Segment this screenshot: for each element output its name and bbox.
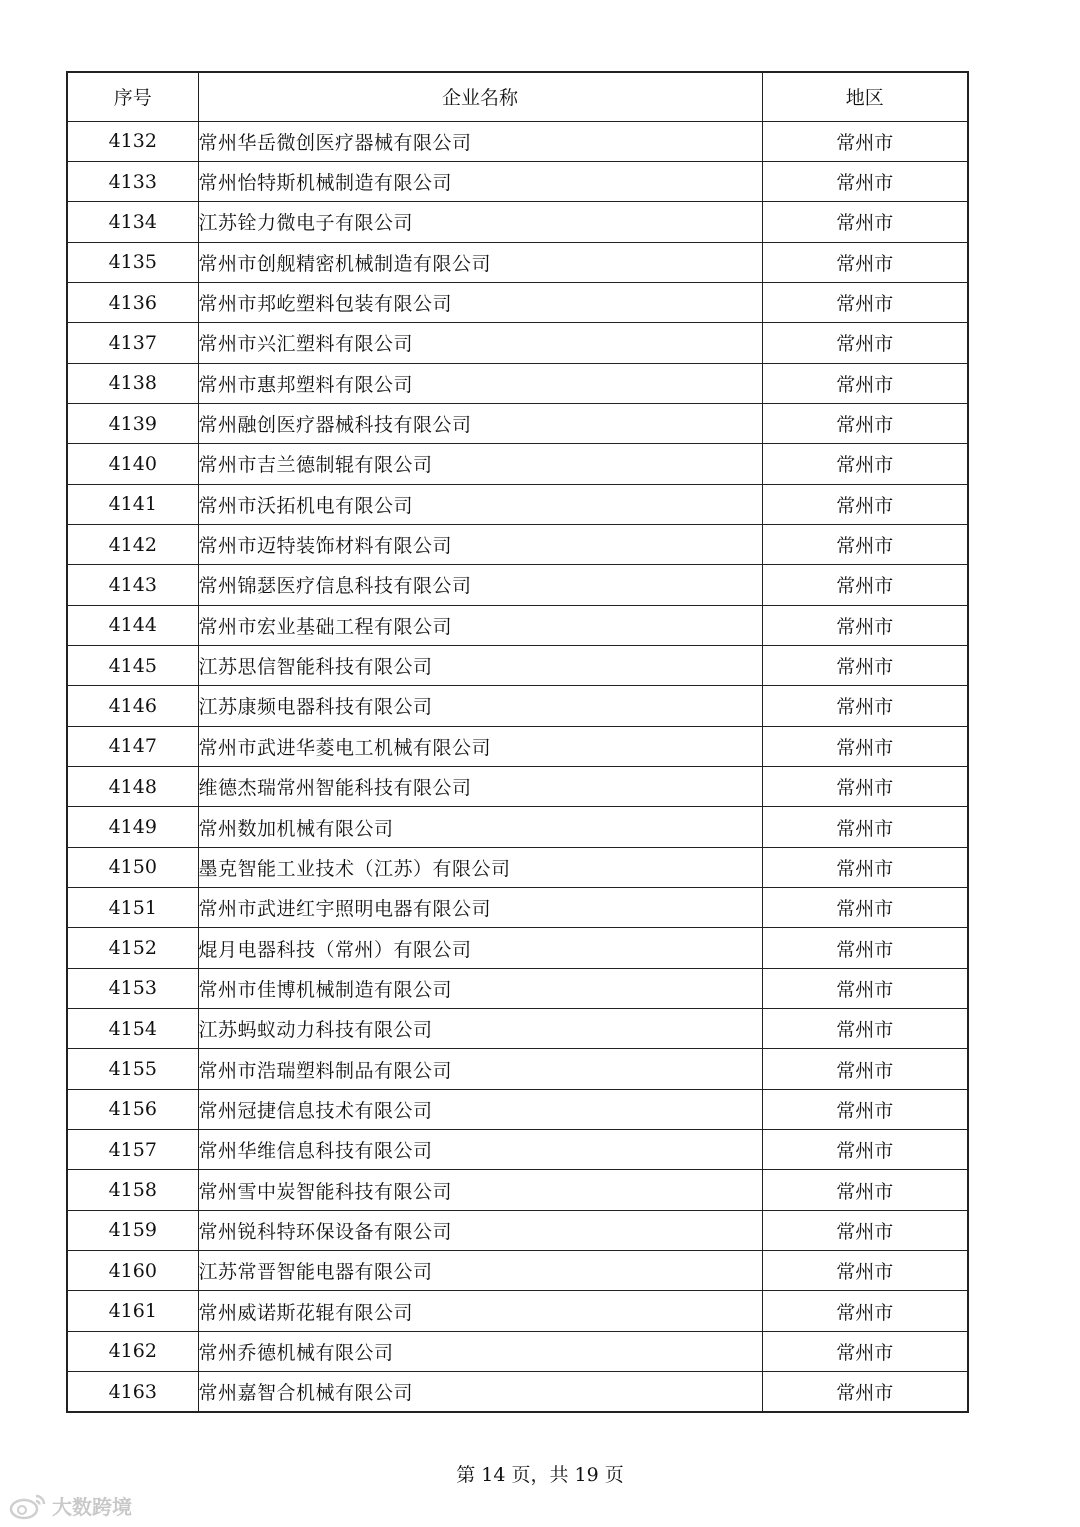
cell-serial-number: 4161 <box>67 1291 198 1331</box>
cell-company-name: 常州嘉智合机械有限公司 <box>198 1372 762 1412</box>
cell-serial-number: 4133 <box>67 161 198 201</box>
cell-serial-number: 4157 <box>67 1130 198 1170</box>
cell-company-name: 常州市宏业基础工程有限公司 <box>198 605 762 645</box>
cell-company-name: 墨克智能工业技术（江苏）有限公司 <box>198 847 762 887</box>
cell-serial-number: 4136 <box>67 282 198 322</box>
cell-region: 常州市 <box>762 323 968 363</box>
cell-company-name: 常州锦瑟医疗信息科技有限公司 <box>198 565 762 605</box>
cell-company-name: 常州市武进红宇照明电器有限公司 <box>198 888 762 928</box>
cell-serial-number: 4150 <box>67 847 198 887</box>
table-row <box>67 1372 968 1412</box>
table-row <box>67 1049 968 1089</box>
page-number: 第 14 页，共 19 页 <box>456 1464 624 1486</box>
cell-serial-number: 4154 <box>67 1009 198 1049</box>
cell-region: 常州市 <box>762 524 968 564</box>
cell-serial-number: 4143 <box>67 565 198 605</box>
cell-serial-number: 4138 <box>67 363 198 403</box>
table-row <box>67 161 968 201</box>
table-row <box>67 1130 968 1170</box>
table-row <box>67 847 968 887</box>
cell-company-name: 常州市邦屹塑料包装有限公司 <box>198 282 762 322</box>
cell-company-name: 常州冠捷信息技术有限公司 <box>198 1089 762 1129</box>
cell-region: 常州市 <box>762 847 968 887</box>
cell-region: 常州市 <box>762 363 968 403</box>
cell-company-name: 常州市吉兰德制辊有限公司 <box>198 444 762 484</box>
cell-company-name: 常州雪中炭智能科技有限公司 <box>198 1170 762 1210</box>
cell-serial-number: 4146 <box>67 686 198 726</box>
cell-region: 常州市 <box>762 242 968 282</box>
table-row <box>67 444 968 484</box>
cell-company-name: 常州市迈特装饰材料有限公司 <box>198 524 762 564</box>
cell-region: 常州市 <box>762 1049 968 1089</box>
cell-serial-number: 4152 <box>67 928 198 968</box>
cell-serial-number: 4148 <box>67 767 198 807</box>
table-row <box>67 484 968 524</box>
cell-region: 常州市 <box>762 1372 968 1412</box>
cell-serial-number: 4135 <box>67 242 198 282</box>
cell-company-name: 江苏康频电器科技有限公司 <box>198 686 762 726</box>
cell-region: 常州市 <box>762 807 968 847</box>
cell-company-name: 常州市浩瑞塑料制品有限公司 <box>198 1049 762 1089</box>
table-row <box>67 645 968 685</box>
cell-region: 常州市 <box>762 928 968 968</box>
cell-serial-number: 4151 <box>67 888 198 928</box>
table-row <box>67 202 968 242</box>
cell-region: 常州市 <box>762 645 968 685</box>
table-row <box>67 726 968 766</box>
watermark <box>8 1491 132 1520</box>
table-row <box>67 363 968 403</box>
table-row <box>67 888 968 928</box>
cell-region: 常州市 <box>762 202 968 242</box>
table-row <box>67 968 968 1008</box>
table-row <box>67 1291 968 1331</box>
cell-serial-number: 4153 <box>67 968 198 1008</box>
cell-region: 常州市 <box>762 1291 968 1331</box>
cell-region: 常州市 <box>762 1089 968 1129</box>
cell-region: 常州市 <box>762 968 968 1008</box>
cell-region: 常州市 <box>762 1331 968 1371</box>
table-row <box>67 928 968 968</box>
cell-company-name: 常州威诺斯花辊有限公司 <box>198 1291 762 1331</box>
header-company-name: 企业名称 <box>198 72 762 121</box>
cell-company-name: 江苏蚂蚁动力科技有限公司 <box>198 1009 762 1049</box>
cell-company-name: 常州市武进华菱电工机械有限公司 <box>198 726 762 766</box>
cell-company-name: 常州怡特斯机械制造有限公司 <box>198 161 762 201</box>
table-row <box>67 565 968 605</box>
cell-company-name: 常州市创舰精密机械制造有限公司 <box>198 242 762 282</box>
cell-company-name: 焜月电器科技（常州）有限公司 <box>198 928 762 968</box>
table-row <box>67 1170 968 1210</box>
table-row <box>67 1089 968 1129</box>
cell-region: 常州市 <box>762 686 968 726</box>
table-row <box>67 605 968 645</box>
cell-region: 常州市 <box>762 484 968 524</box>
cell-region: 常州市 <box>762 282 968 322</box>
table-row <box>67 1251 968 1291</box>
cell-region: 常州市 <box>762 605 968 645</box>
table-row <box>67 242 968 282</box>
cell-region: 常州市 <box>762 444 968 484</box>
cell-company-name: 常州市佳博机械制造有限公司 <box>198 968 762 1008</box>
table-row <box>67 1009 968 1049</box>
cell-region: 常州市 <box>762 1170 968 1210</box>
cell-region: 常州市 <box>762 1009 968 1049</box>
cell-region: 常州市 <box>762 1130 968 1170</box>
cell-serial-number: 4160 <box>67 1251 198 1291</box>
table-row <box>67 323 968 363</box>
table-row <box>67 1331 968 1371</box>
cell-serial-number: 4155 <box>67 1049 198 1089</box>
cell-serial-number: 4142 <box>67 524 198 564</box>
cell-region: 常州市 <box>762 888 968 928</box>
cell-serial-number: 4162 <box>67 1331 198 1371</box>
cell-company-name: 常州华维信息科技有限公司 <box>198 1130 762 1170</box>
table-row <box>67 767 968 807</box>
table-row <box>67 403 968 443</box>
cell-company-name: 常州市沃拓机电有限公司 <box>198 484 762 524</box>
cell-company-name: 维德杰瑞常州智能科技有限公司 <box>198 767 762 807</box>
cell-serial-number: 4134 <box>67 202 198 242</box>
cell-company-name: 常州数加机械有限公司 <box>198 807 762 847</box>
cell-region: 常州市 <box>762 726 968 766</box>
company-table <box>66 71 969 1413</box>
cell-region: 常州市 <box>762 767 968 807</box>
cell-region: 常州市 <box>762 121 968 161</box>
cell-serial-number: 4156 <box>67 1089 198 1129</box>
cell-region: 常州市 <box>762 1251 968 1291</box>
cell-serial-number: 4159 <box>67 1210 198 1250</box>
cell-region: 常州市 <box>762 161 968 201</box>
table-row <box>67 282 968 322</box>
cell-serial-number: 4163 <box>67 1372 198 1412</box>
cell-company-name: 常州融创医疗器械科技有限公司 <box>198 403 762 443</box>
cell-company-name: 常州乔德机械有限公司 <box>198 1331 762 1371</box>
table-row <box>67 686 968 726</box>
cell-company-name: 江苏思信智能科技有限公司 <box>198 645 762 685</box>
cell-serial-number: 4139 <box>67 403 198 443</box>
cell-serial-number: 4147 <box>67 726 198 766</box>
weibo-icon <box>8 1492 48 1520</box>
cell-company-name: 常州华岳微创医疗器械有限公司 <box>198 121 762 161</box>
table-header-row <box>67 72 968 121</box>
cell-company-name: 常州锐科特环保设备有限公司 <box>198 1210 762 1250</box>
cell-serial-number: 4141 <box>67 484 198 524</box>
cell-region: 常州市 <box>762 403 968 443</box>
cell-company-name: 江苏铨力微电子有限公司 <box>198 202 762 242</box>
header-region: 地区 <box>762 72 968 121</box>
cell-company-name: 江苏常晋智能电器有限公司 <box>198 1251 762 1291</box>
cell-region: 常州市 <box>762 1210 968 1250</box>
table-row <box>67 1210 968 1250</box>
cell-company-name: 常州市惠邦塑料有限公司 <box>198 363 762 403</box>
watermark-text: 大数跨境 <box>52 1495 132 1519</box>
table-row <box>67 807 968 847</box>
cell-serial-number: 4158 <box>67 1170 198 1210</box>
cell-company-name: 常州市兴汇塑料有限公司 <box>198 323 762 363</box>
cell-serial-number: 4144 <box>67 605 198 645</box>
table-row <box>67 524 968 564</box>
cell-serial-number: 4149 <box>67 807 198 847</box>
cell-region: 常州市 <box>762 565 968 605</box>
table-row <box>67 121 968 161</box>
header-serial-number: 序号 <box>67 72 198 121</box>
cell-serial-number: 4140 <box>67 444 198 484</box>
cell-serial-number: 4145 <box>67 645 198 685</box>
cell-serial-number: 4137 <box>67 323 198 363</box>
cell-serial-number: 4132 <box>67 121 198 161</box>
